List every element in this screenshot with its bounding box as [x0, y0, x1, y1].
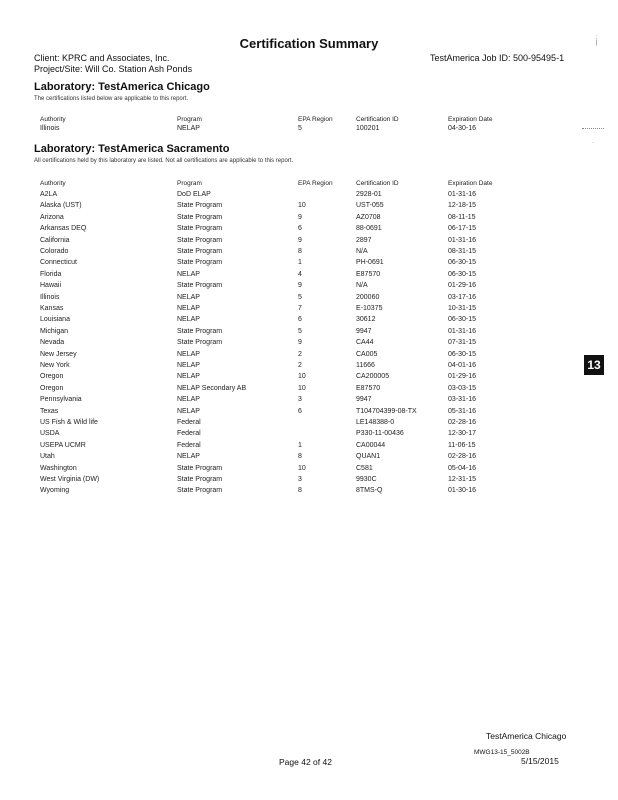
cell-authority: Nevada — [40, 339, 65, 347]
column-header-authority: Authority — [40, 116, 66, 123]
cell-program: NELAP — [177, 316, 200, 324]
cell-epa-region: 9 — [298, 339, 302, 347]
cell-certification-id: CA005 — [356, 350, 378, 358]
cell-expiration-date: 06-30-15 — [448, 350, 477, 358]
cell-expiration-date: 01-29-16 — [448, 373, 477, 381]
cell-epa-region: 2 — [298, 350, 302, 358]
cell-program: State Program — [177, 327, 223, 335]
cell-certification-id: 8TMS-Q — [356, 487, 383, 495]
cell-expiration-date: 07-31-15 — [448, 339, 477, 347]
cell-expiration-date: 08-31-15 — [448, 248, 477, 255]
client-name: Client: KPRC and Associates, Inc. — [34, 53, 170, 63]
lab2-heading: Laboratory: TestAmerica Sacramento — [34, 143, 230, 155]
cell-certification-id: N/A — [356, 248, 368, 255]
cell-program: State Program — [177, 248, 223, 255]
cell-authority: USEPA UCMR — [40, 441, 86, 449]
cell-certification-id: E87570 — [356, 384, 381, 392]
cell-expiration-date: 05-31-16 — [448, 407, 477, 415]
cell-expiration-date: 01-31-16 — [448, 236, 477, 244]
cell-certification-id: N/A — [356, 282, 368, 290]
cell-certification-id: 11666 — [356, 362, 375, 369]
cell-program: DoD ELAP — [177, 191, 211, 198]
cell-authority: US Fish & Wild life — [40, 419, 98, 426]
cell-expiration-date: 01-31-16 — [448, 191, 477, 198]
cell-program: NELAP — [177, 293, 200, 301]
column-header-expiration-date: Expiration Date — [448, 116, 493, 123]
cell-certification-id: 9947 — [356, 327, 372, 335]
cell-program: NELAP — [177, 362, 200, 369]
cell-authority: Kansas — [40, 305, 64, 312]
cell-certification-id: CA200005 — [356, 373, 390, 381]
cell-authority: A2LA — [40, 191, 58, 198]
cell-program: State Program — [177, 464, 223, 472]
scan-mark: : | — [596, 35, 598, 46]
cell-expiration-date: 12-31-15 — [448, 476, 477, 483]
cell-expiration-date: 04-30-16 — [448, 125, 477, 132]
cell-program: Federal — [177, 419, 201, 426]
scan-mark: · — [592, 140, 594, 146]
cell-authority: West Virginia (DW) — [40, 476, 100, 483]
cell-program: NELAP — [177, 305, 200, 312]
cell-epa-region: 9 — [298, 213, 302, 221]
cell-epa-region: 6 — [298, 316, 302, 324]
cell-program: State Program — [177, 213, 223, 221]
cell-program: State Program — [177, 476, 223, 483]
cell-authority: California — [40, 236, 70, 244]
cell-program: State Program — [177, 236, 223, 244]
cell-certification-id: 2928-01 — [356, 191, 382, 198]
cell-program: State Program — [177, 282, 223, 290]
cell-certification-id: AZ0708 — [356, 213, 381, 221]
cell-epa-region: 8 — [298, 487, 302, 495]
cell-authority: Washington — [40, 464, 77, 472]
cell-expiration-date: 01-29-16 — [448, 282, 477, 290]
cell-certification-id: P330-11-00436 — [356, 430, 404, 438]
column-header-program: Program — [177, 180, 202, 187]
cell-program: NELAP — [177, 453, 200, 461]
cell-expiration-date: 03-03-15 — [448, 384, 477, 392]
cell-authority: Louisiana — [40, 316, 70, 324]
cell-epa-region: 10 — [298, 464, 306, 472]
cell-epa-region: 3 — [298, 396, 302, 404]
cell-expiration-date: 01-31-16 — [448, 327, 477, 335]
cell-program: Federal — [177, 441, 201, 449]
footer-doc-code: MWG13-15_5002B — [474, 749, 530, 756]
cell-program: NELAP Secondary AB — [177, 384, 247, 392]
cell-program: NELAP — [177, 373, 200, 381]
cell-expiration-date: 06-30-15 — [448, 270, 477, 278]
cell-authority: Illinois — [40, 293, 60, 301]
cell-authority: Wyoming — [40, 487, 70, 495]
cell-authority: Utah — [40, 453, 55, 461]
scan-mark — [582, 128, 604, 129]
cell-expiration-date: 04-01-16 — [448, 362, 477, 369]
cell-certification-id: CA00044 — [356, 441, 386, 449]
lab1-note: The certifications listed below are applicable to this report. — [34, 96, 189, 102]
cell-certification-id: C581 — [356, 464, 373, 472]
cell-epa-region: 8 — [298, 453, 302, 461]
lab2-note: All certifications held by this laboratory are listed. Not all certifications are applicable to this report. — [34, 158, 294, 164]
cell-certification-id: E87570 — [356, 270, 381, 278]
cell-epa-region: 10 — [298, 202, 306, 210]
project-site: Project/Site: Will Co. Station Ash Ponds — [34, 64, 193, 74]
cell-epa-region: 4 — [298, 270, 302, 278]
cell-expiration-date: 03-17-16 — [448, 293, 477, 301]
cell-authority: New York — [40, 362, 70, 369]
cell-expiration-date: 08-11-15 — [448, 213, 476, 221]
cell-expiration-date: 11-06-15 — [448, 441, 476, 449]
cell-epa-region: 3 — [298, 476, 302, 483]
cell-certification-id: 2897 — [356, 236, 372, 244]
column-header-authority: Authority — [40, 180, 66, 187]
cell-expiration-date: 05-04-16 — [448, 464, 477, 472]
cell-epa-region: 10 — [298, 373, 306, 381]
cell-program: Federal — [177, 430, 201, 438]
cell-certification-id: 200060 — [356, 293, 380, 301]
cell-expiration-date: 06-30-15 — [448, 259, 477, 267]
cell-epa-region: 9 — [298, 282, 302, 290]
cell-program: NELAP — [177, 407, 200, 415]
cell-authority: Oregon — [40, 373, 64, 381]
cell-certification-id: E-10375 — [356, 305, 383, 312]
cell-certification-id: 9930C — [356, 476, 377, 483]
cell-program: State Program — [177, 339, 223, 347]
column-header-epa-region: EPA Region — [298, 116, 333, 123]
cell-program: State Program — [177, 487, 223, 495]
cell-authority: Hawaii — [40, 282, 62, 290]
cell-epa-region: 10 — [298, 384, 306, 392]
cell-epa-region: 5 — [298, 125, 302, 132]
cell-authority: Pennsylvania — [40, 396, 82, 404]
cell-program: NELAP — [177, 270, 200, 278]
footer-date: 5/15/2015 — [521, 756, 559, 766]
cell-program: State Program — [177, 259, 223, 267]
cell-certification-id: 88-0691 — [356, 225, 382, 233]
footer-lab-name: TestAmerica Chicago — [486, 731, 567, 741]
cell-certification-id: CA44 — [356, 339, 374, 347]
cell-authority: Texas — [40, 407, 59, 415]
cell-expiration-date: 02-28-16 — [448, 419, 477, 426]
cell-certification-id: 9947 — [356, 396, 372, 404]
cell-certification-id: UST-055 — [356, 202, 384, 210]
cell-expiration-date: 12-18-15 — [448, 202, 477, 210]
cell-certification-id: T104704399-08-TX — [356, 407, 417, 415]
cell-expiration-date: 12-30-17 — [448, 430, 477, 438]
column-header-expiration-date: Expiration Date — [448, 180, 493, 187]
cell-authority: Colorado — [40, 248, 69, 255]
cell-authority: Michigan — [40, 327, 69, 335]
cell-epa-region: 8 — [298, 248, 302, 255]
cell-program: NELAP — [177, 350, 200, 358]
cell-expiration-date: 01-30-16 — [448, 487, 477, 495]
cell-epa-region: 2 — [298, 362, 302, 369]
cell-authority: Florida — [40, 270, 62, 278]
cell-expiration-date: 06-17-15 — [448, 225, 477, 233]
cell-epa-region: 6 — [298, 225, 302, 233]
column-header-certification-id: Certification ID — [356, 180, 399, 187]
cell-authority: New Jersey — [40, 350, 77, 358]
column-header-program: Program — [177, 116, 202, 123]
cell-epa-region: 1 — [298, 441, 302, 449]
cell-program: NELAP — [177, 396, 200, 404]
cell-program: State Program — [177, 202, 223, 210]
cell-authority: Connecticut — [40, 259, 77, 267]
page-number: Page 42 of 42 — [279, 757, 332, 767]
cell-expiration-date: 10-31-15 — [448, 305, 477, 312]
cell-authority: USDA — [40, 430, 60, 438]
cell-authority: Oregon — [40, 384, 64, 392]
cell-epa-region: 6 — [298, 407, 302, 415]
column-header-epa-region: EPA Region — [298, 180, 333, 187]
page-title: Certification Summary — [239, 36, 379, 51]
cell-epa-region: 7 — [298, 305, 302, 312]
section-tab: 13 — [584, 355, 604, 375]
job-id: TestAmerica Job ID: 500-95495-1 — [430, 53, 565, 63]
cell-authority: Arizona — [40, 213, 64, 221]
cell-certification-id: PH-0691 — [356, 259, 384, 267]
cell-certification-id: QUAN1 — [356, 453, 381, 461]
cell-authority: Illinois — [40, 125, 60, 132]
cell-epa-region: 1 — [298, 259, 302, 267]
cell-authority: Arkansas DEQ — [40, 225, 87, 233]
cell-epa-region: 5 — [298, 293, 302, 301]
cell-epa-region: 5 — [298, 327, 302, 335]
cell-certification-id: 100201 — [356, 125, 380, 132]
cell-program: State Program — [177, 225, 223, 233]
cell-authority: Alaska (UST) — [40, 202, 82, 210]
cell-expiration-date: 06-30-15 — [448, 316, 477, 324]
cell-program: NELAP — [177, 125, 200, 132]
cell-expiration-date: 02-28-16 — [448, 453, 477, 461]
lab1-heading: Laboratory: TestAmerica Chicago — [34, 81, 210, 93]
column-header-certification-id: Certification ID — [356, 116, 399, 123]
cell-certification-id: 30612 — [356, 316, 376, 324]
cell-certification-id: LE148388-0 — [356, 419, 395, 426]
cell-expiration-date: 03-31-16 — [448, 396, 477, 404]
cell-epa-region: 9 — [298, 236, 302, 244]
